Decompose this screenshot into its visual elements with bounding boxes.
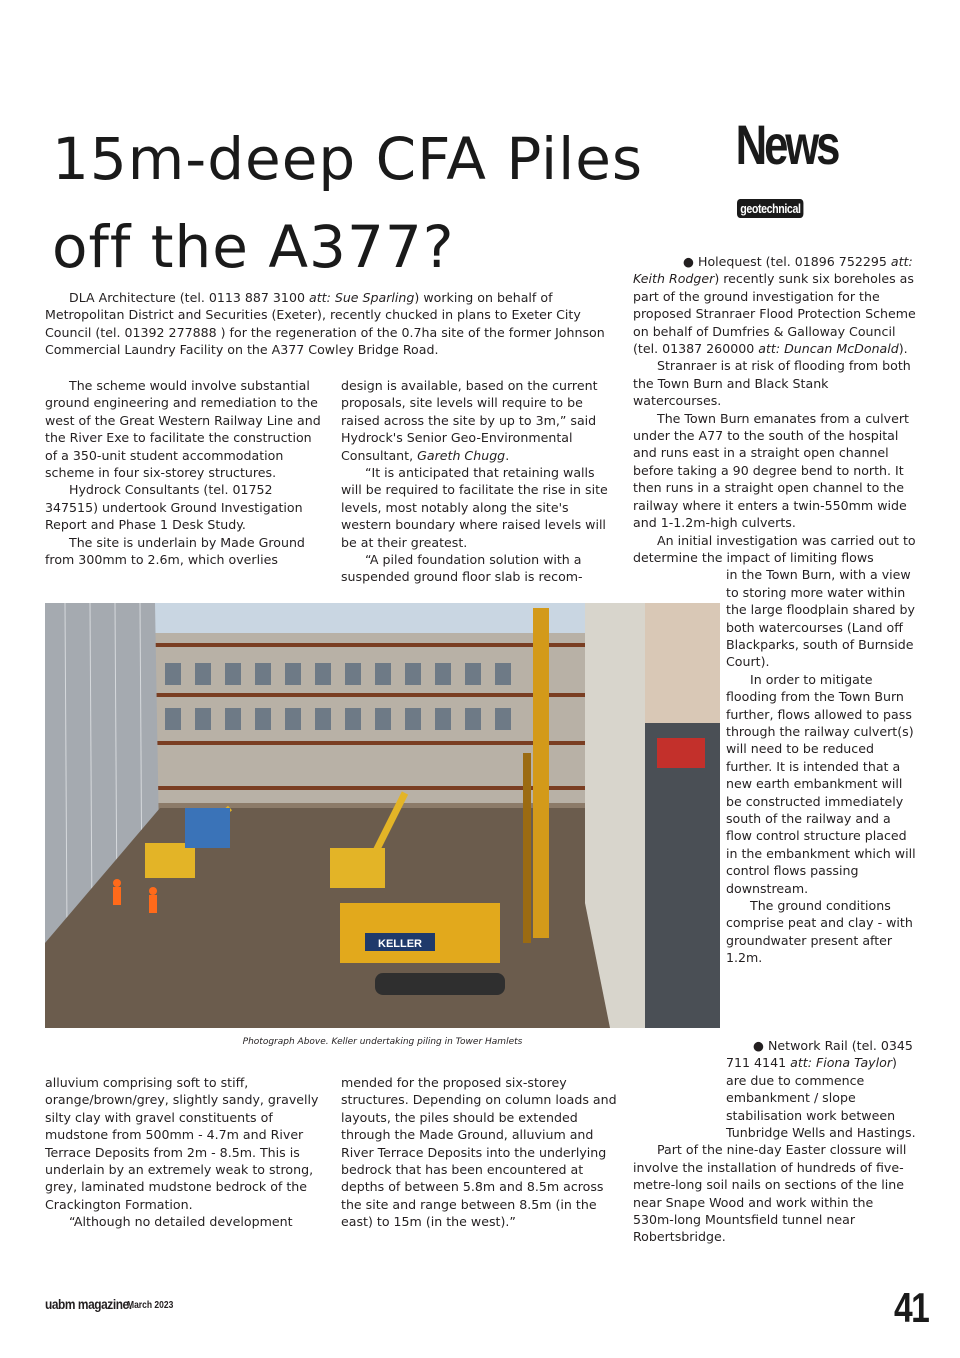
page-number: 41	[894, 1284, 929, 1331]
paragraph: The ground conditions comprise peat and clay - with groundwater present after 1.2m.	[726, 898, 913, 966]
paragraph: “It is anticipated that retaining walls will be required to facilitate the rise in site levels, most notably along the site's western boundary where raised levels will be at their greatest.	[341, 465, 608, 550]
paragraph: The site is underlain by Made Ground from 300mm to 2.6m, which overlies	[45, 534, 305, 568]
paragraph: The Town Burn emanates from a culvert under the A77 to the south of the hospital and runs east in a straight open channel before taking a 90 degree bend to north. It then runs in a straight open channel to the railway where it enters a twin-550mm wide and 1-1.2m-high culverts.	[633, 410, 909, 531]
paragraph: Stranraer is at risk of flooding from both the Town Burn and Black Stank watercourses.	[633, 358, 911, 409]
magazine-logo: uabm magazine.	[45, 1296, 132, 1312]
news-item-holequest: ● Holequest (tel. 01896 752295 att: Keith Rodger) recently sunk six boreholes as part of the ground investigation for the proposed Stranraer Flood Protection Scheme on behalf of Dumfries & Galloway Council (tel. 01387 260000 att: Duncan McDonald).	[633, 254, 916, 357]
paragraph: mended for the proposed six-storey structures. Depending on column loads and layouts, the piles should be extended through the Made Ground, alluvium and River Terrace Deposits into the underlying bedrock that has been encountered at depths of between 5.8m and 8.5m across the site and range between 8.5m (in the east) to 15m (in the west).”	[341, 1075, 617, 1230]
site-photo	[45, 603, 720, 1028]
article-column-2	[341, 377, 617, 586]
article-column-5	[341, 1074, 617, 1231]
issue-date: March 2023	[127, 1300, 174, 1311]
intro-paragraph: DLA Architecture (tel. 0113 887 3100 att: Sue Sparling) working on behalf of Metropolitan District and Securities (Exeter), recently chucked in plans to Exeter City Council (tel. 01392 277888 ) for the regeneration of the 0.7ha site of the former Johnson Commercial Laundry Facility on the A377 Cowley Bridge Road.	[45, 290, 605, 358]
paragraph: An initial investigation was carried out to determine the impact of limiting flows	[633, 532, 916, 565]
section-title: News	[735, 113, 838, 176]
paragraph: “Although no detailed development	[69, 1214, 293, 1230]
article-column-1	[45, 377, 321, 568]
paragraph: The scheme would involve substantial ground engineering and remediation to the west of the Great Western Railway Line and the River Exe to facilitate the construction of a 350-unit student accommodation scheme in four six-storey structures.	[45, 378, 321, 481]
headline-line-2: off the A377?	[52, 213, 455, 281]
news-column-right-bottom	[633, 1037, 916, 1246]
section-tag: geotechnical	[737, 199, 804, 218]
paragraph: in the Town Burn, with a view to storing more water within the large floodplain shared by both watercourses (Land off Blackparks, south of Burnside Court).	[726, 567, 915, 670]
rig-brand-label: KELLER	[378, 938, 422, 950]
paragraph: Part of the nine-day Easter clossure will involve the installation of hundreds of five-metre-long soil nails on sections of the line near Snape Wood and work within the 530m-long Mountsfield tunnel near Robertsbridge.	[633, 1142, 907, 1245]
paragraph: “A piled foundation solution with a suspended ground floor slab is recom-	[341, 552, 583, 585]
paragraph: alluvium comprising soft to stiff, orange/brown/grey, slightly sandy, gravelly silty clay with gravel constituents of mudstone from 500mm - 4.7m and River Terrace Deposits from 2m - 8.5m. This is underlain by an extremely weak to strong, grey, laminated mudstone bedrock of the Crackington Formation.	[45, 1075, 319, 1212]
paragraph: 711 4141 att: Fiona Taylor) are due to commence embankment / slope stabilisation work between Tunbridge Wells and Hastings.	[726, 1055, 916, 1141]
paragraph: design is available, based on the current proposals, site levels will require to be raised across the site by up to 3m,” said Hydrock's Senior Geo-Environmental Consultant, Gareth Chugg.	[341, 378, 598, 463]
article-column-4	[45, 1074, 321, 1231]
photo-caption: Photograph Above. Keller undertaking piling in Tower Hamlets	[242, 1037, 523, 1047]
paragraph: In order to mitigate flooding from the Town Burn further, flows allowed to pass through the railway culvert(s) will need to be reduced further. It is intended that a new earth embankment will be constructed immediately south of the railway and a flow control structure placed in the embankment which will control flows passing downstream.	[726, 671, 916, 896]
headline-line-1: 15m-deep CFA Piles	[52, 125, 644, 193]
news-item-network-rail: ● Network Rail (tel. 0345	[753, 1038, 913, 1053]
paragraph: Hydrock Consultants (tel. 01752 347515) undertook Ground Investigation Report and Phase 1 Desk Study.	[45, 482, 303, 533]
